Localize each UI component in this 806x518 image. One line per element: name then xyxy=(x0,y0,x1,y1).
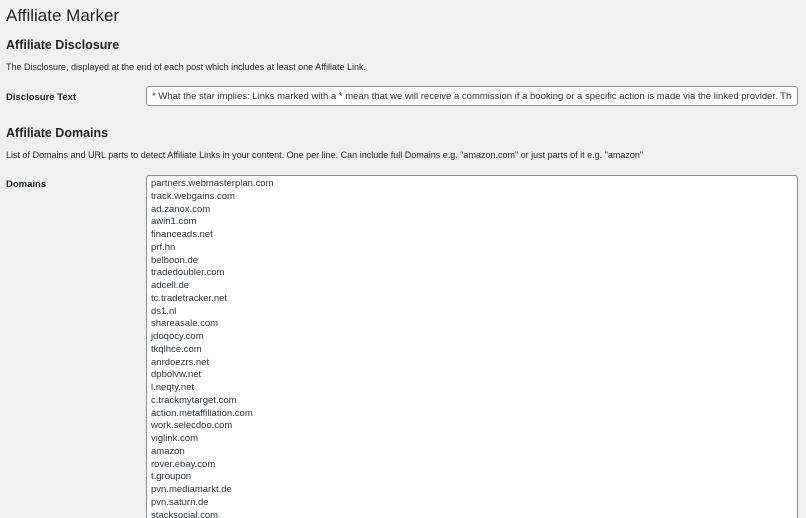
domain-line: belboon.de xyxy=(151,254,199,266)
domain-line: t.groupon xyxy=(151,471,192,483)
disclosure-text-label: Disclosure Text xyxy=(6,92,77,103)
domain-line: action.metaffiliation.com xyxy=(151,407,253,419)
domain-line: shareasale.com xyxy=(151,318,219,330)
page-title: Affiliate Marker xyxy=(6,6,120,25)
disclosure-text-input[interactable] xyxy=(146,86,798,106)
domains-textarea[interactable] xyxy=(146,175,798,518)
domain-line: dpbolvw.net xyxy=(151,369,202,381)
domain-line: pvn.mediamarkt.de xyxy=(151,484,232,495)
domain-line: work.selecdoo.com xyxy=(151,420,233,432)
domain-line: stacksocial.com xyxy=(151,509,219,518)
section-title-disclosure: Affiliate Disclosure xyxy=(6,38,120,52)
domain-line: tradedoubler.com xyxy=(151,267,225,279)
domain-line: c.trackmytarget.com xyxy=(151,394,237,406)
domain-line: amazon xyxy=(151,445,185,457)
domain-line: anrdoezrs.net xyxy=(151,356,210,368)
domain-line: prf.hn xyxy=(151,241,176,253)
domain-line: jdoqocy.com xyxy=(151,331,204,342)
domains-label: Domains xyxy=(6,179,47,190)
domain-line: tkqlhce.com xyxy=(151,343,202,355)
domain-line: l.neqty.net xyxy=(151,382,195,393)
disclosure-description: The Disclosure, displayed at the end of each post which includes at least one Affiliate Link. xyxy=(6,62,367,72)
domain-line: ad.zanox.com xyxy=(151,203,211,215)
domain-line: ds1.nl xyxy=(151,305,177,317)
domain-line: partners.webmasterplan.com xyxy=(151,178,274,189)
domain-line: pvn.saturn.de xyxy=(151,496,209,508)
section-title-domains: Affiliate Domains xyxy=(6,126,109,140)
domain-line: track.webgains.com xyxy=(151,190,235,202)
domain-line: adcell.de xyxy=(151,280,190,291)
domain-line: viglink.com xyxy=(151,433,198,444)
domains-description: List of Domains and URL parts to detect Affiliate Links in your content. One per line. Can include full Domains e.g. "amazon.com" or just parts of it e.g. "amazon" xyxy=(6,150,644,160)
domain-line: financeads.net xyxy=(151,229,213,240)
domain-line: rover.ebay.com xyxy=(151,458,216,470)
domain-line: tc.tradetracker.net xyxy=(151,292,228,304)
domain-line: awin1.com xyxy=(151,216,197,228)
